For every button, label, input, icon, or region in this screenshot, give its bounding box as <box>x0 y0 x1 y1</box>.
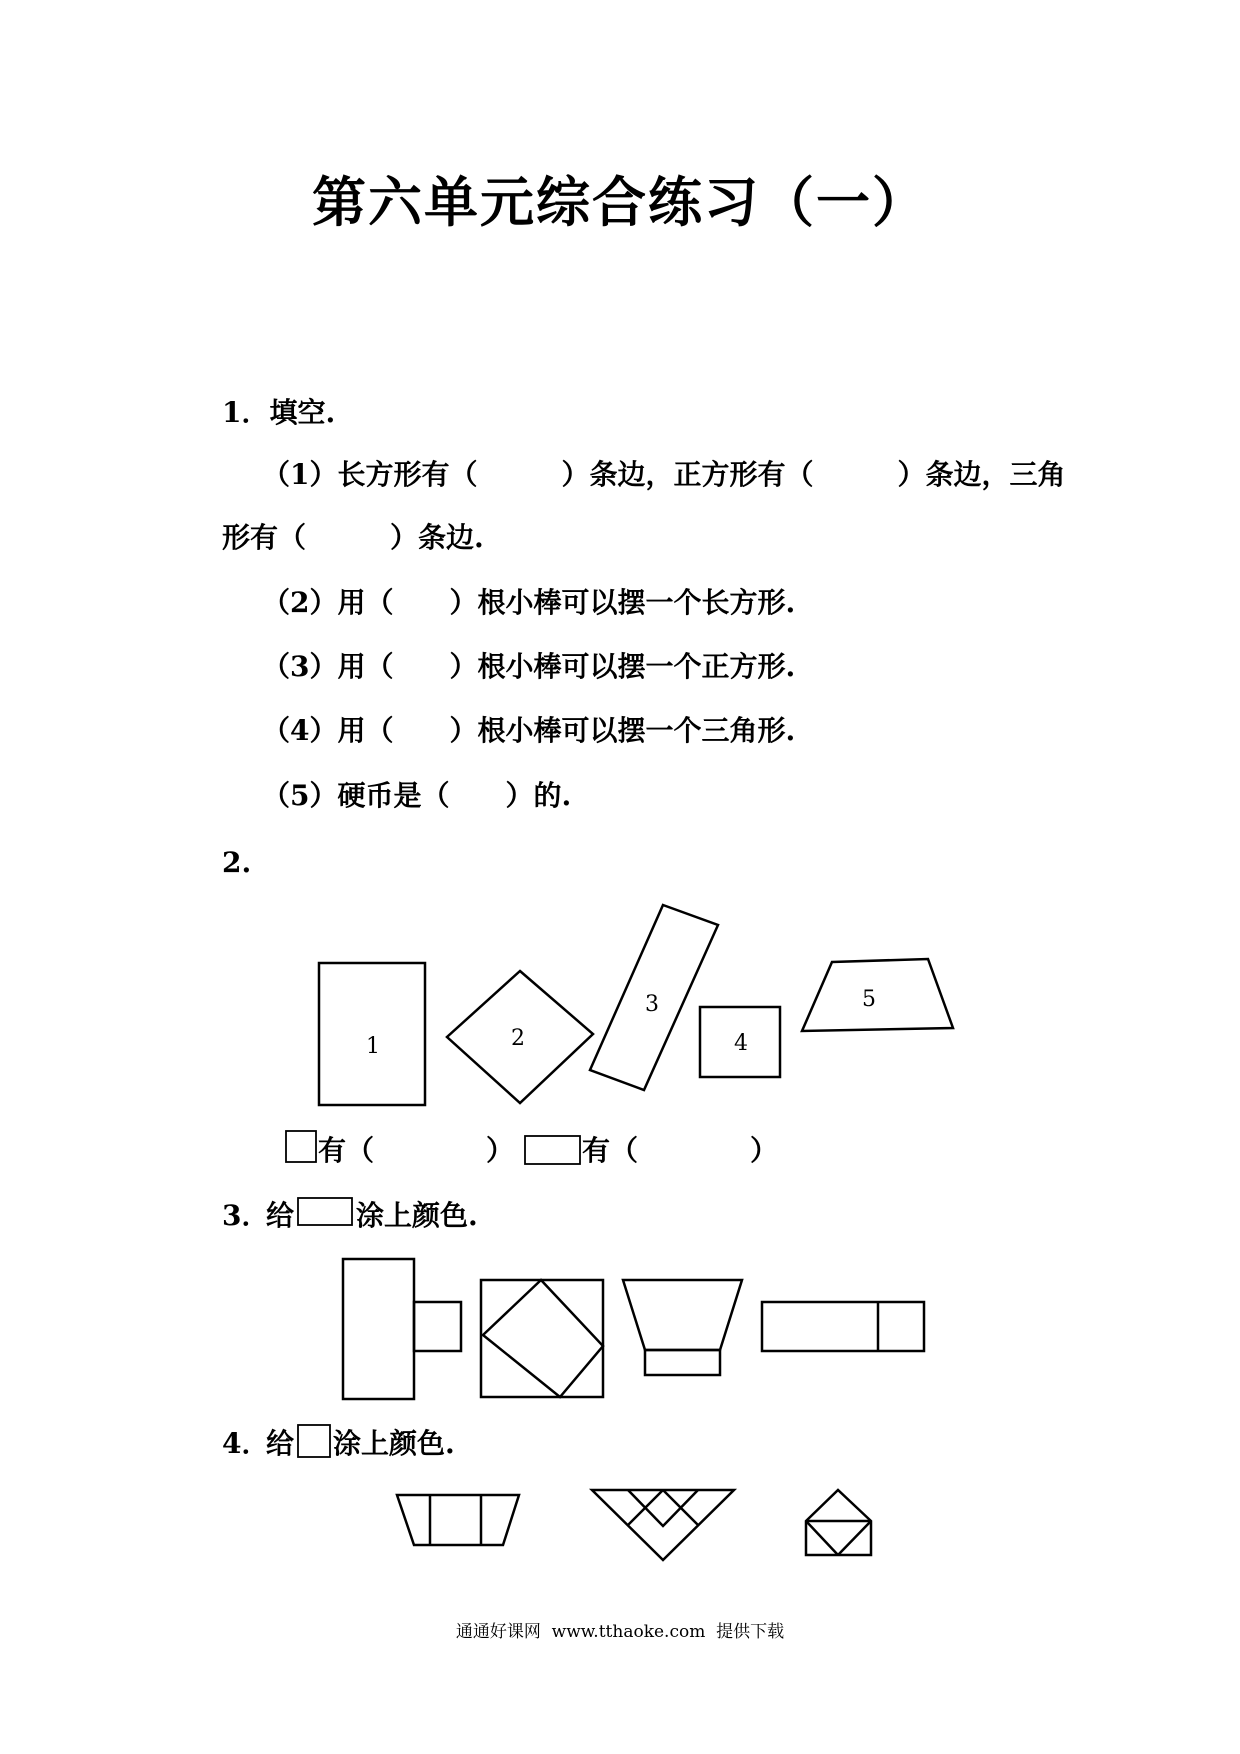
q4-figure-1 <box>397 1495 519 1545</box>
square-icon <box>286 1131 316 1162</box>
q2-label-1: 1 <box>366 1034 380 1059</box>
q4-figure-2 <box>592 1490 734 1560</box>
q2-label-3: 3 <box>645 992 659 1017</box>
q2-label-2: 2 <box>511 1026 525 1051</box>
q1-part1-line2: 形有（ ）条边. <box>222 521 484 554</box>
q2-answer-square: 有（ ） <box>318 1134 515 1167</box>
q1-part2: （2）用（ ）根小棒可以摆一个长方形. <box>262 586 796 619</box>
q3-instruction: 涂上颜色. <box>356 1199 478 1232</box>
q3-number: 3． <box>222 1199 270 1232</box>
q1-part1-line1: （1）长方形有（ ）条边，正方形有（ ）条边，三角 <box>262 458 1066 491</box>
q1-heading: 1．填空. <box>222 396 336 429</box>
q2-shape-5-trapezoid <box>802 959 953 1031</box>
q4-prefix: 给 <box>266 1427 295 1460</box>
q2-heading: 2. <box>222 846 252 879</box>
q1-part3: （3）用（ ）根小棒可以摆一个正方形. <box>262 650 796 683</box>
square-icon <box>298 1425 330 1457</box>
q3-figure-1 <box>343 1259 461 1399</box>
q3-figure-4 <box>762 1302 924 1351</box>
q3-figure-2 <box>481 1280 603 1397</box>
q4-instruction: 涂上颜色. <box>333 1427 455 1460</box>
footer-credit: 通通好课网 www.tthaoke.com 提供下载 <box>455 1622 785 1642</box>
q1-part5: （5）硬币是（ ）的. <box>262 779 572 812</box>
rectangle-icon <box>298 1198 352 1225</box>
q2-label-4: 4 <box>734 1031 748 1056</box>
page-title: 第六单元综合练习（一） <box>312 171 928 234</box>
rectangle-icon <box>525 1136 580 1164</box>
q2-answer-rectangle: 有（ ） <box>582 1134 779 1167</box>
q4-figure-3 <box>806 1490 871 1555</box>
q3-prefix: 给 <box>266 1199 295 1232</box>
q1-part4: （4）用（ ）根小棒可以摆一个三角形. <box>262 714 796 747</box>
q3-figure-3 <box>623 1280 742 1375</box>
q2-label-5: 5 <box>862 987 876 1012</box>
q4-number: 4． <box>222 1427 270 1460</box>
